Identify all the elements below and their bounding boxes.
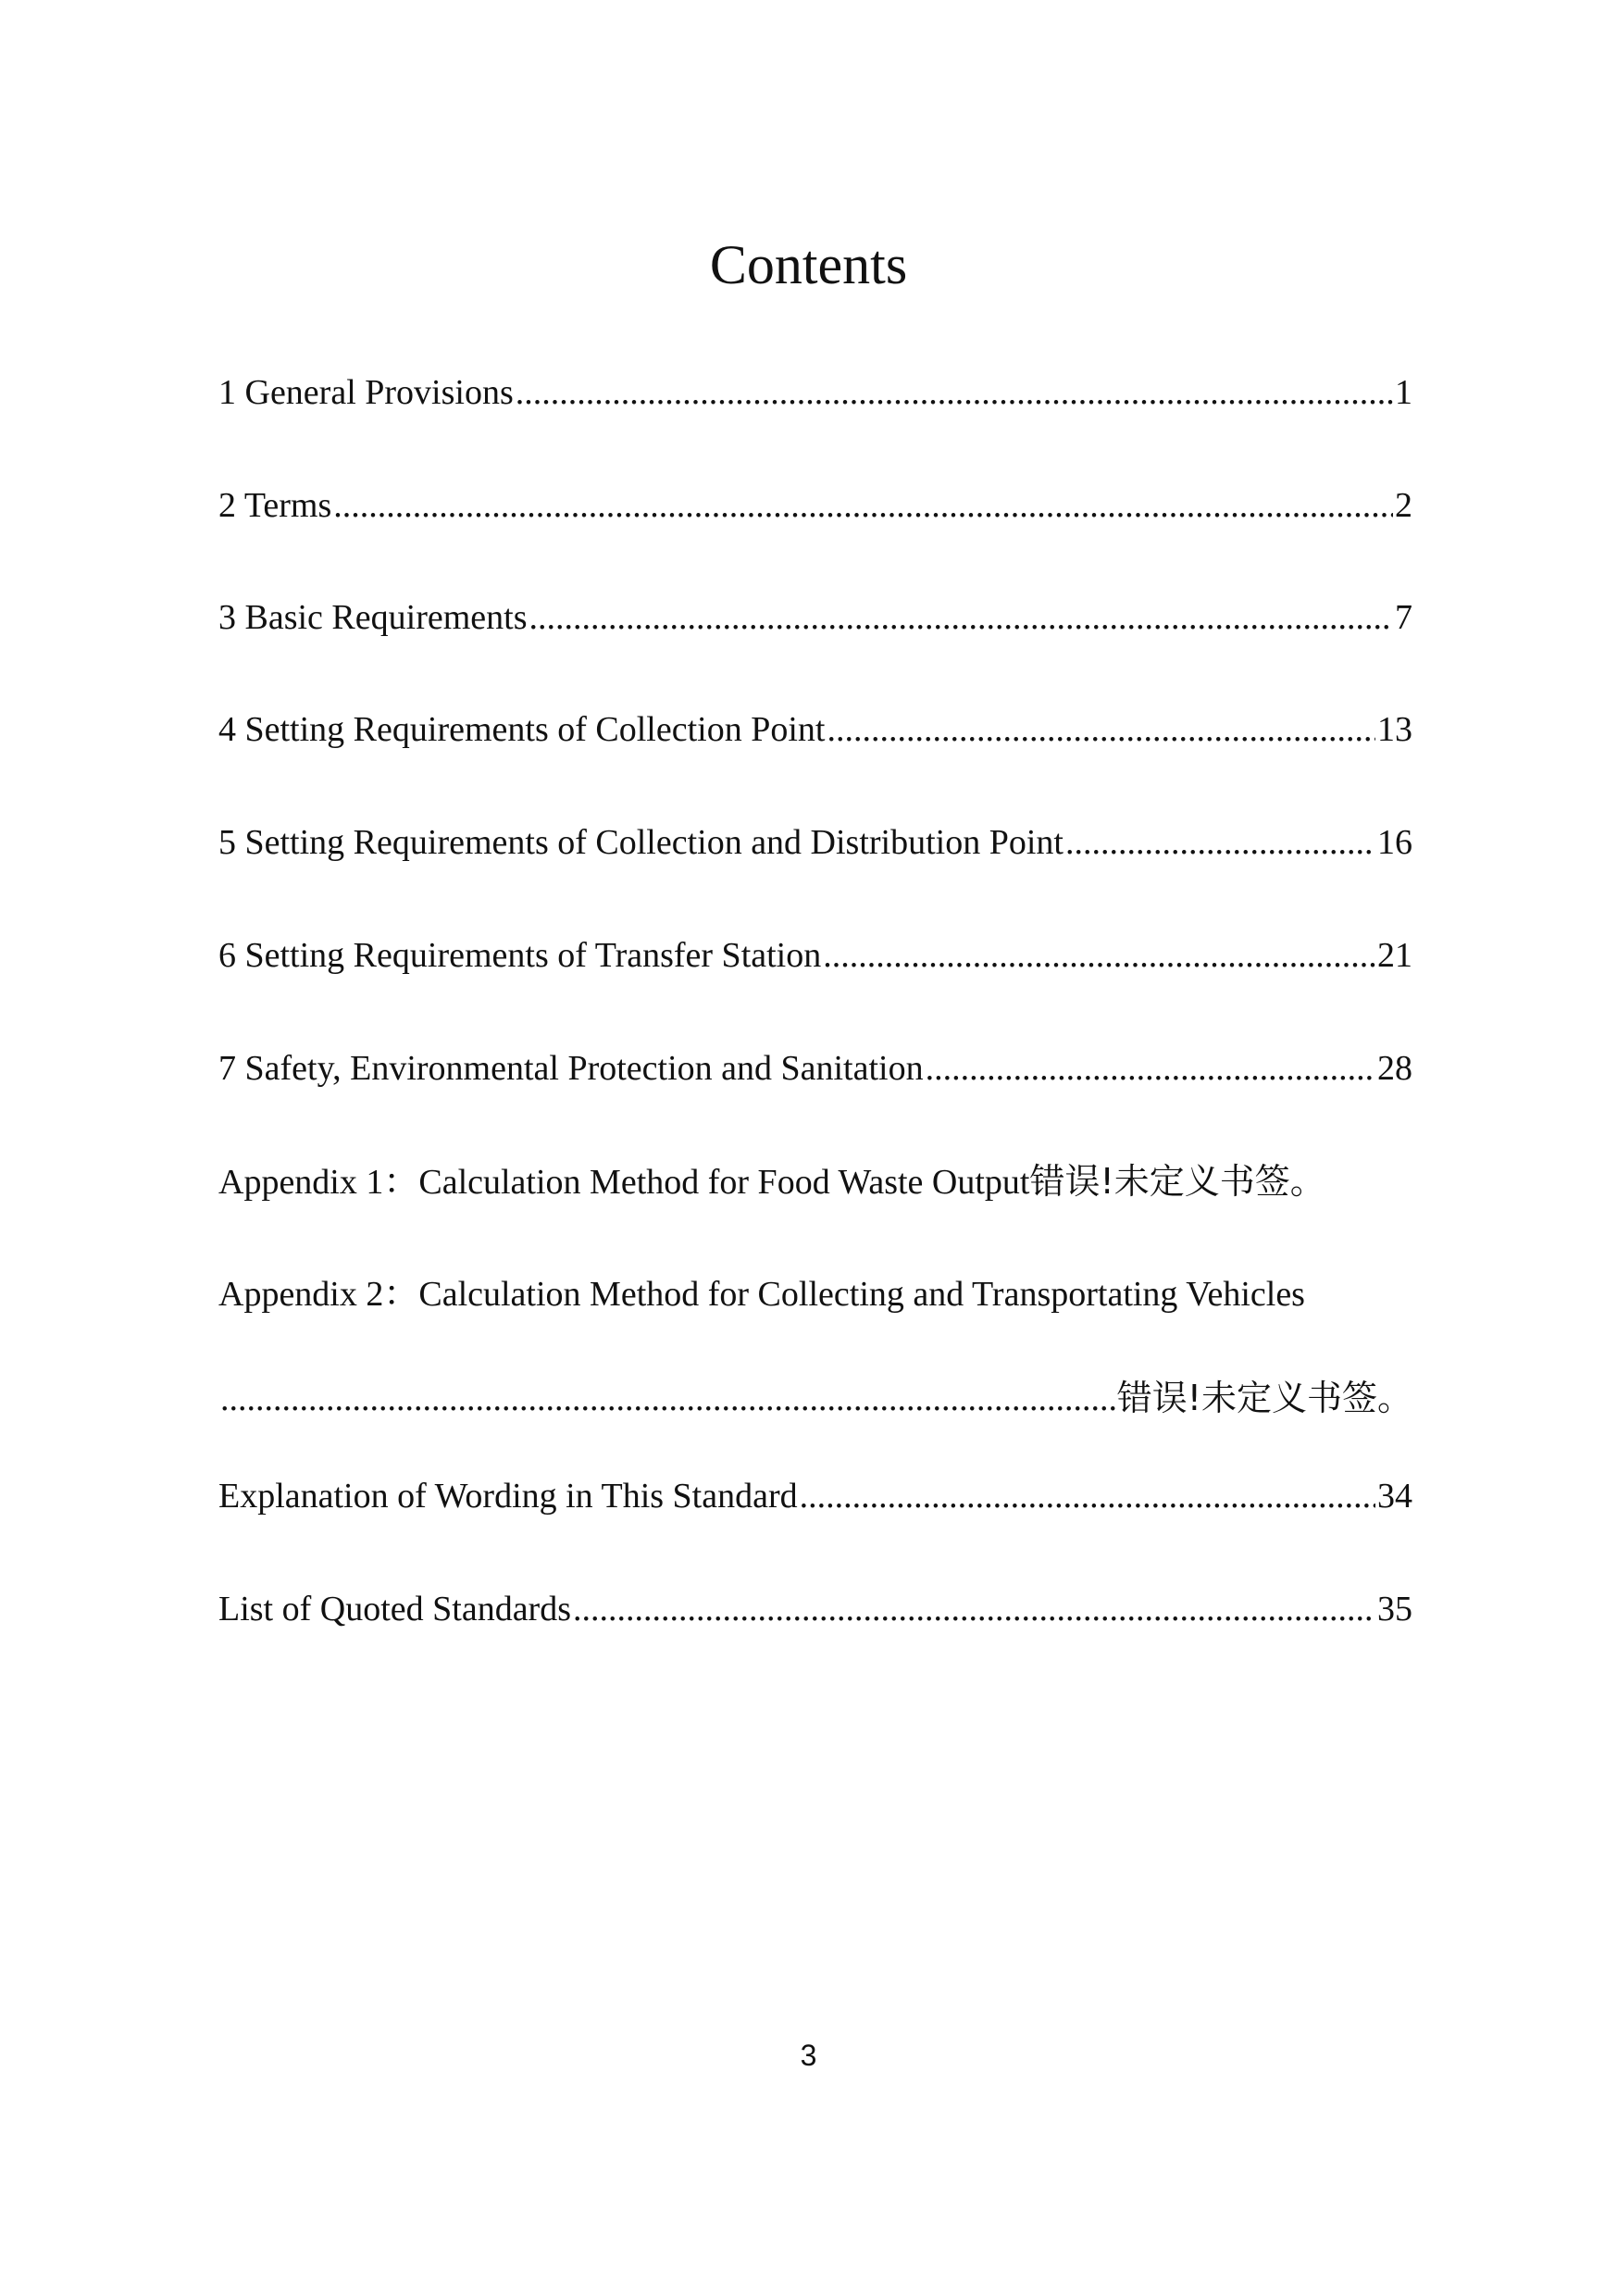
toc-entry-label: Appendix 2：Calculation Method for Collecting and Transportating Vehicles [218,1275,1305,1314]
toc-entry-page: 28 [1377,1049,1412,1088]
page-title: Contents [709,234,908,295]
toc-entry-explanation-of-wording[interactable] [218,1472,1412,1520]
toc-entry-label: 6 Setting Requirements of Transfer Station [218,936,822,975]
dot-leader [529,593,1393,642]
toc-entry-page: 7 [1395,598,1412,637]
toc-entry-collection-point[interactable] [218,705,1412,754]
dot-leader [1065,818,1375,867]
dot-leader [333,481,1393,530]
toc-entry-page: 错误!未定义书签。 [1029,1161,1325,1202]
toc-entry-label: 7 Safety, Environmental Protection and Sanitation [218,1049,924,1088]
toc-entry-page: 34 [1377,1477,1412,1516]
toc-entry-general-provisions[interactable] [218,368,1412,417]
toc-entry-label: 3 Basic Requirements [218,598,528,637]
toc-entry-safety[interactable] [218,1044,1412,1092]
toc-entry-quoted-standards[interactable] [218,1585,1412,1633]
toc-entry-page: 1 [1395,373,1412,412]
toc-entry-terms[interactable] [218,481,1412,530]
toc-entry-page: 2 [1395,486,1412,525]
toc-entry-page: 16 [1377,823,1412,862]
dot-leader [220,1375,1115,1423]
dot-leader [926,1044,1375,1092]
toc-entry-appendix-1[interactable] [218,1157,1431,1206]
toc-entry-label: 5 Setting Requirements of Collection and Distribution Point [218,823,1063,862]
toc-entry-transfer-station[interactable] [218,931,1412,980]
dot-leader [573,1585,1375,1633]
toc-entry-label: Explanation of Wording in This Standard [218,1477,798,1516]
dot-leader [823,931,1375,980]
toc-entry-label: 2 Terms [218,486,332,525]
toc-entry-label: 4 Setting Requirements of Collection Point [218,710,826,749]
dot-leader [516,368,1393,417]
toc-entry-page: 35 [1377,1590,1412,1628]
toc-entry-label: 1 General Provisions [218,373,514,412]
toc-entry-basic-requirements[interactable] [218,593,1412,642]
dot-leader [827,705,1375,754]
toc-entry-page: 13 [1377,710,1412,749]
page-number: 3 [800,2039,817,2072]
toc-entry-collection-distribution-point[interactable] [218,818,1412,867]
toc-entry-page: 21 [1377,936,1412,975]
toc-entry-label: List of Quoted Standards [218,1590,572,1628]
toc-entry-label: Appendix 1：Calculation Method for Food Waste Output [218,1163,1030,1202]
toc-entry-appendix-2[interactable] [218,1270,1412,1423]
toc-entry-page: 错误!未定义书签。 [1116,1378,1412,1418]
dot-leader [800,1472,1375,1520]
toc-entry-continuation [218,1374,1412,1423]
